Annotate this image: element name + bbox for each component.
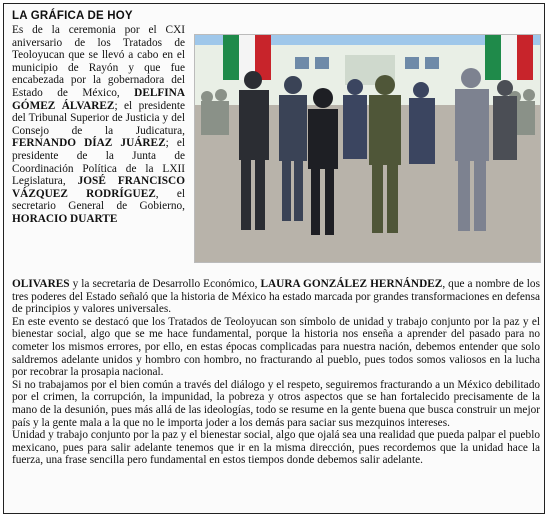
intro-text-3: ; el presidente de la Junta de Coordinación Política de la LXII Legislatura, bbox=[12, 137, 185, 188]
paragraph-2: En este evento se destacó que los Tratados de Teoloyucan son símbolo de unidad y trabajo conjunto por la paz y el bienestar social, algo que se me hace fundamental, porque la historia nos enseña a aprender del pasado para no cometer los mismos errores, por ello, en estas épocas complicadas para nuestra nación, debemos entender que solo saldremos adelante unidos y hombro con hombro, no fracturando al pueblo, pues todos somos valiosos en la lucha por recobrar la prosapia nacional. bbox=[12, 315, 540, 379]
name-gomez: DELFINA GÓMEZ ÁLVAREZ bbox=[12, 86, 185, 112]
intro-text-6: , que a nombre de los tres poderes del Estado señaló que la historia de México ha estado marcada por grandes transformaciones en defensa de principios y valores universales. bbox=[12, 278, 540, 316]
article-title: LA GRÁFICA DE HOY bbox=[12, 10, 133, 22]
article-left-column bbox=[12, 10, 185, 226]
name-duarte-b: OLIVARES bbox=[12, 278, 70, 290]
intro-text-2: ; el presidente del Tribunal Superior de Justicia y del Consejo de la Judicatura, bbox=[12, 99, 185, 137]
paragraph-3: Si no trabajamos por el bien común a través del diálogo y el respeto, seguiremos fracturando a un México debilitado por el crimen, la corrupción, la impunidad, la pobreza y otros aspectos que se han fortalecido precisamente de la mano de la desunión, pues más allá de las ideologías, todo se resume en la gente buena que busca construir un mejor país y la gente mala a la que no le importa joder a los demás para saciar sus mezquinos intereses. bbox=[12, 378, 540, 429]
intro-text-4: , el secretario General de Gobierno, bbox=[12, 187, 185, 213]
intro-text-1: Es de la ceremonia por el CXI aniversario de los Tratados de Teoloyucan que se llevó a cabo en el municipio de Rayón y que fue encabezada por la gobernadora del Estado de México, bbox=[12, 24, 185, 99]
name-gonzalez: LAURA GONZÁLEZ HERNÁNDEZ bbox=[260, 278, 443, 290]
article-intro bbox=[12, 24, 185, 226]
event-photo bbox=[194, 34, 541, 263]
intro-text-5: y la secretaria de Desarrollo Económico, bbox=[69, 278, 261, 290]
paragraph-1-continued bbox=[12, 278, 540, 316]
name-diaz: FERNANDO DÍAZ JUÁREZ bbox=[12, 137, 166, 150]
name-duarte-a: HORACIO DUARTE bbox=[12, 212, 118, 225]
event-photo-illustration bbox=[195, 35, 540, 262]
paragraph-4: Unidad y trabajo conjunto por la paz y el bienestar social, algo que ojalá sea una realidad que pueda palpar el pueblo mexicano, pues para salir adelante tenemos que ir en la misma dirección, pues recordemos que la unidad hace la fuerza, una frase sencilla pero fundamental en estos tiempos donde debemos salir adelante. bbox=[12, 429, 540, 467]
article-body bbox=[12, 278, 540, 467]
name-vazquez: JOSÉ FRANCISCO VÁZQUEZ RODRÍGUEZ bbox=[12, 175, 185, 200]
article-frame bbox=[3, 3, 545, 514]
